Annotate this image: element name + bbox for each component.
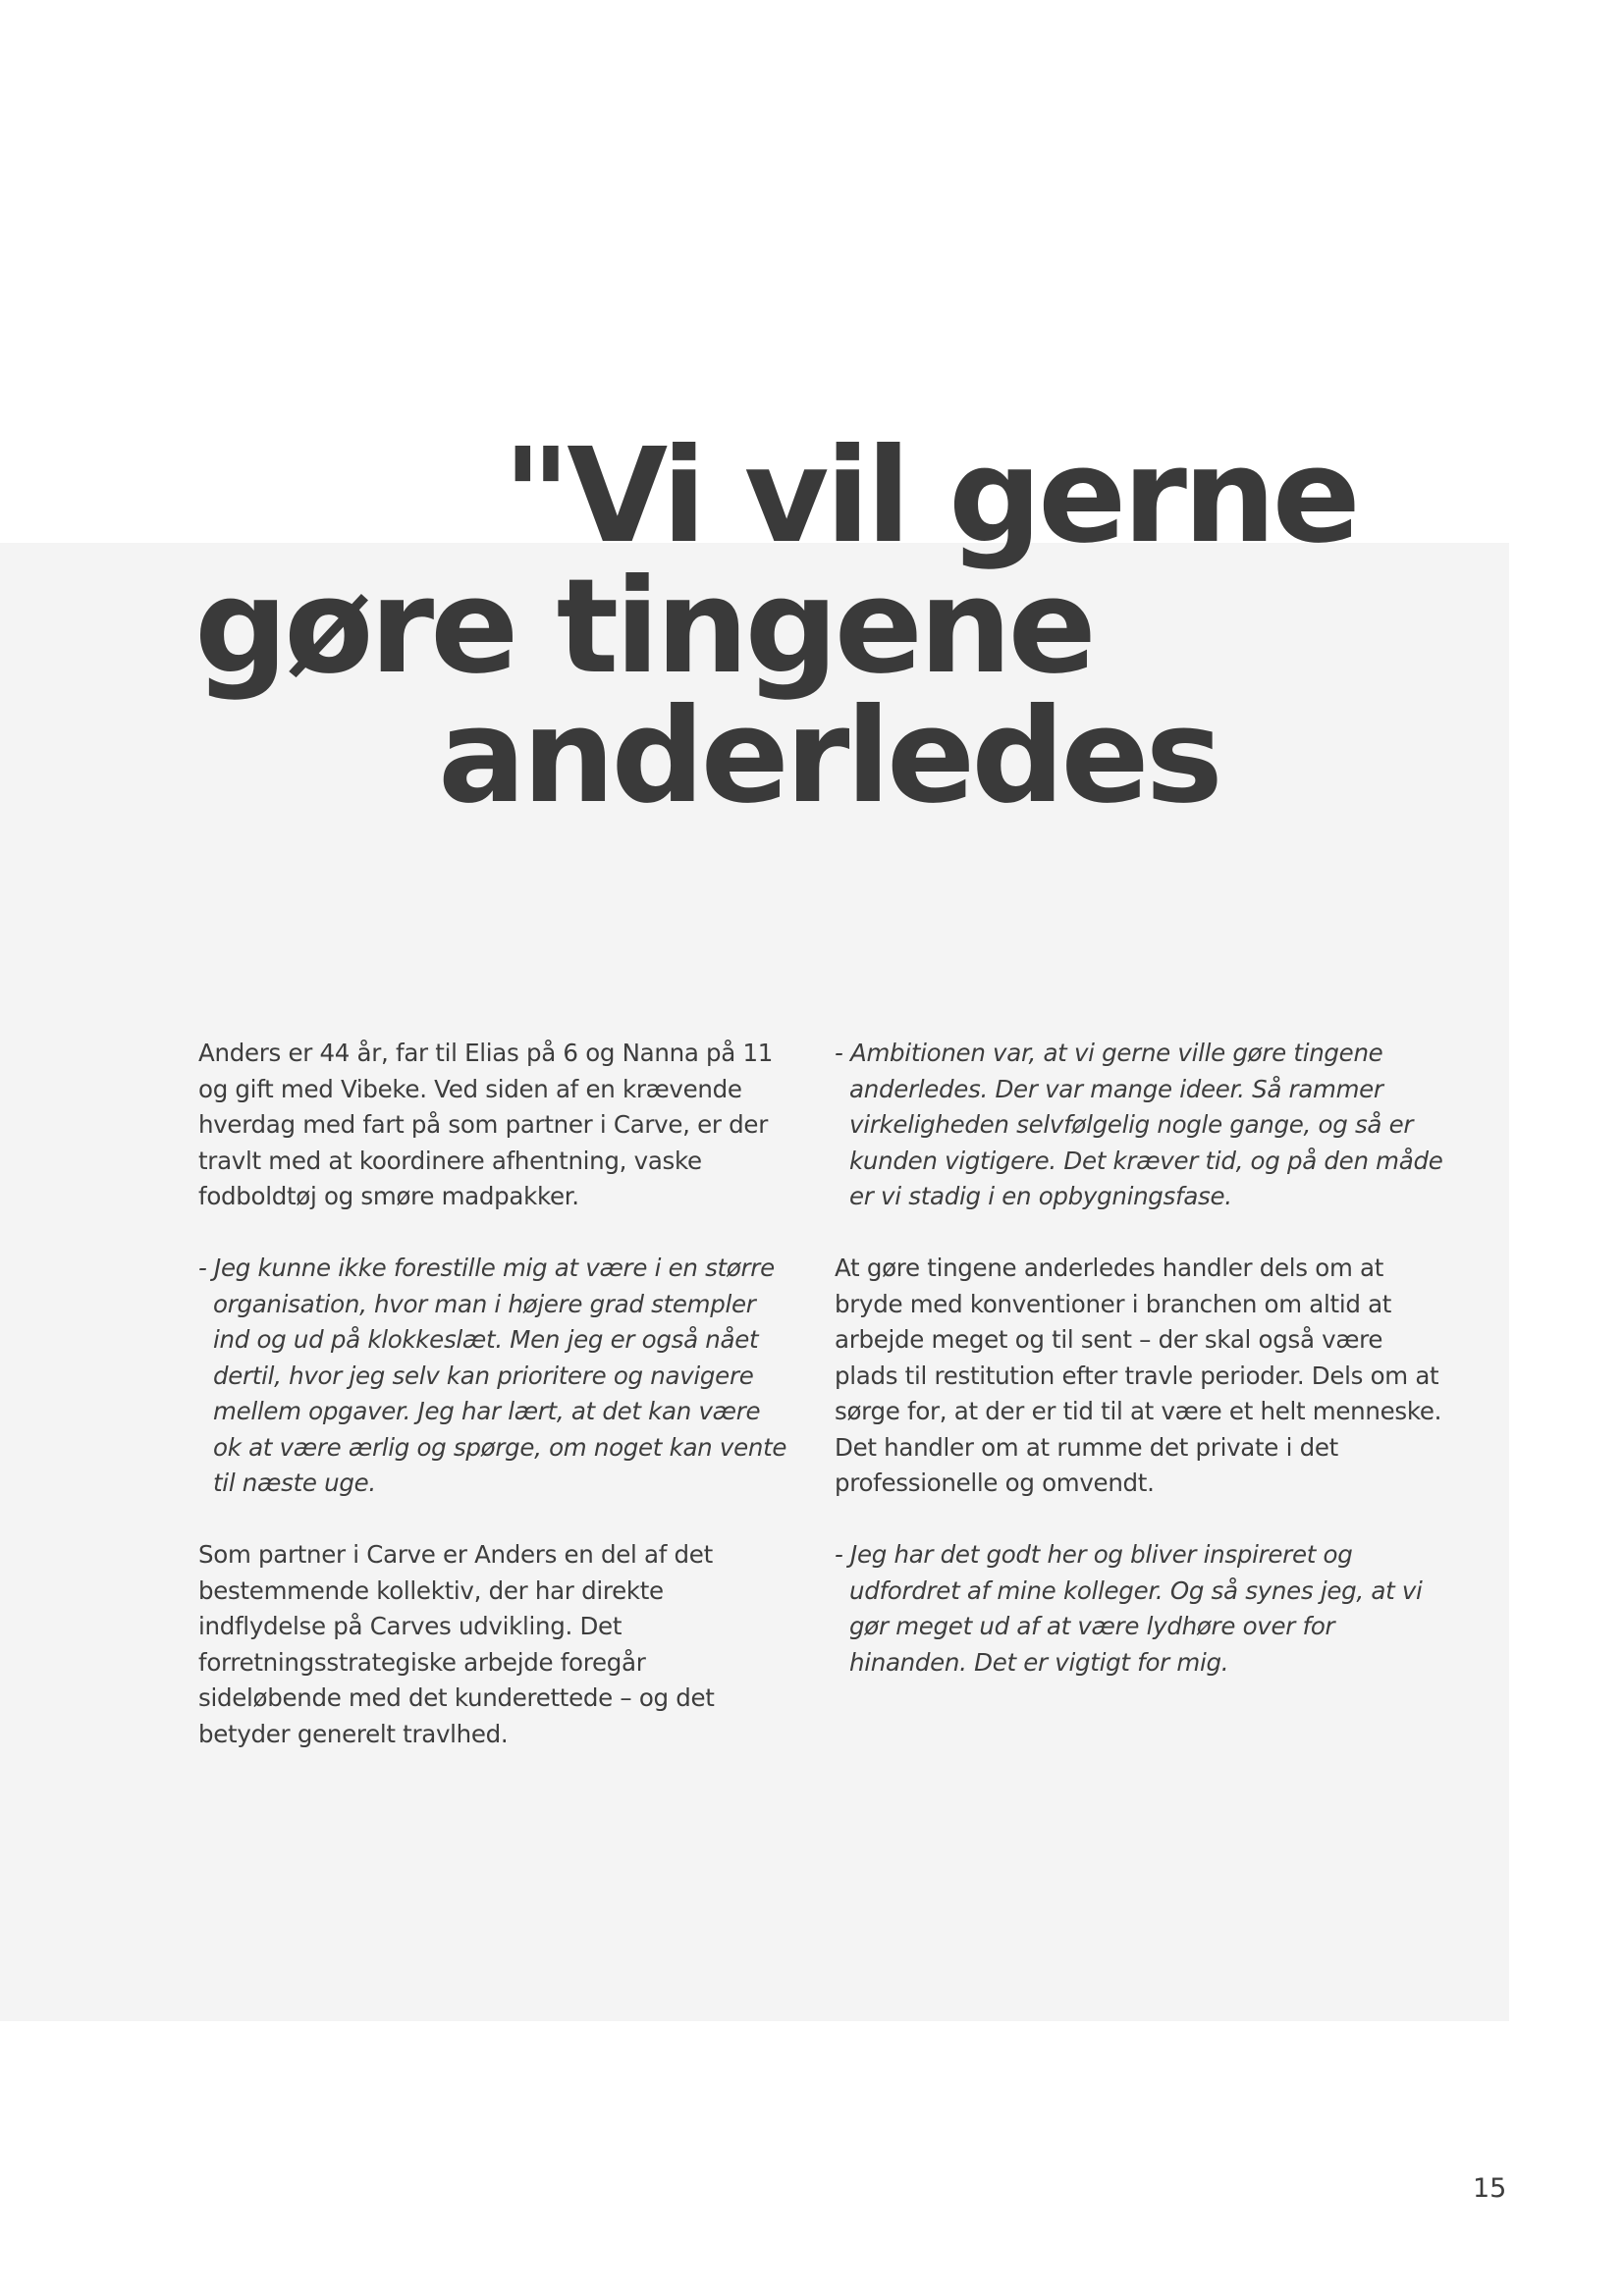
page-number: 15 [1473, 2173, 1507, 2204]
quote-paragraph: - Ambitionen var, at vi gerne ville gøre tingene anderledes. Der var mange ideer. Så rammer virkeligheden selvfølgelig nogle gange, og så er kunden vigtigere. Det kræver tid, og på den måde er vi stadig i en opbygningsfase. [835, 1039, 1443, 1210]
left-text-column [198, 1036, 787, 1789]
quote-paragraph: - Jeg kunne ikke forestille mig at være i en større organisation, hvor man i højere grad stempler ind og ud på klokkeslæt. Men jeg er også nået dertil, hvor jeg selv kan prioritere og navigere mellem opgaver. Jeg har lært, at det kan være ok at være ærlig og spørge, om noget kan vente til næste uge. [198, 1254, 787, 1497]
headline-line-3: anderledes [438, 681, 1219, 832]
headline-line-1: "Vi vil gerne [503, 421, 1357, 572]
intro-paragraph: Anders er 44 år, far til Elias på 6 og Nanna på 11 og gift med Vibeke. Ved siden af en krævende hverdag med fart på som partner i Carve, er der travlt med at koordinere afhentning, vaske fodboldtøj og smøre madpakker. [198, 1039, 774, 1210]
body-paragraph: Som partner i Carve er Anders en del af det bestemmende kollektiv, der har direkte indflydelse på Carves udvikling. Det forretningsstrategiske arbejde foregår sideløbende med det kunderettede – og det betyder generelt travlhed. [198, 1540, 715, 1748]
body-paragraph: At gøre tingene anderledes handler dels om at bryde med konventioner i branchen om altid at arbejde meget og til sent – der skal også være plads til restitution efter travle perioder. Dels om at sørge for, at der er tid til at være et helt menneske. Det handler om at rumme det private i det professionelle og omvendt. [835, 1254, 1442, 1497]
right-text-column [835, 1036, 1443, 1717]
headline-line-2: gøre tingene [194, 552, 1093, 703]
quote-paragraph: - Jeg har det godt her og bliver inspireret og udfordret af mine kolleger. Og så synes jeg, at vi gør meget ud af at være lydhøre over for hinanden. Det er vigtigt for mig. [835, 1540, 1423, 1677]
